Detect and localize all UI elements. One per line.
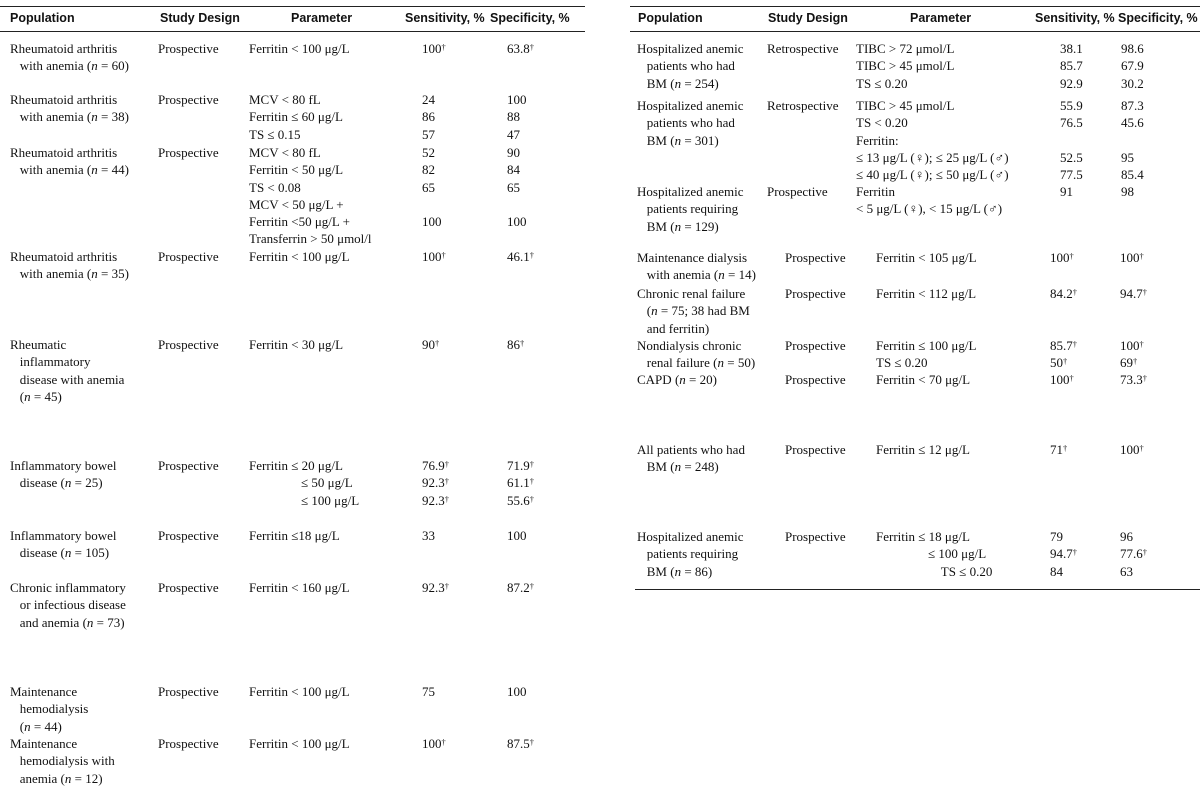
study-design-cell: Prospective (767, 184, 828, 199)
header-sensitivity: Sensitivity, % (1035, 11, 1115, 25)
parameter-cell: Ferritin < 5 μg/L (♀), < 15 μg/L (♂) (856, 184, 1003, 217)
specificity-cell: 100† (1120, 250, 1144, 265)
population-cell: CAPD (n = 20) (637, 372, 717, 387)
parameter-cell: Ferritin < 160 μg/L (249, 580, 350, 595)
sensitivity-cell: 38.1 85.7 92.9 (1060, 41, 1083, 91)
sensitivity-cell: 90† (422, 337, 440, 352)
population-cell: Maintenance dialysis with anemia (n = 14) (637, 250, 756, 283)
study-design-cell: Prospective (785, 250, 846, 265)
parameter-cell: Ferritin < 100 μg/L (249, 736, 350, 751)
population-cell: Hospitalized anemic patients who had BM (n = 301) (637, 98, 744, 148)
population-cell: Inflammatory bowel disease (n = 25) (10, 458, 117, 491)
specificity-cell: 98 (1121, 184, 1134, 199)
sensitivity-cell: 84.2† (1050, 286, 1077, 301)
population-cell: Rheumatoid arthritis with anemia (n = 38) (10, 92, 129, 125)
specificity-cell: 100 (507, 528, 527, 543)
sensitivity-cell: 52 82 65 100 (422, 145, 442, 230)
sensitivity-cell: 92.3† (422, 580, 449, 595)
study-design-cell: Prospective (785, 372, 846, 387)
header-parameter: Parameter (910, 11, 972, 25)
header-sensitivity: Sensitivity, % (405, 11, 485, 25)
study-design-cell: Prospective (158, 249, 219, 264)
parameter-cell: MCV < 80 fL Ferritin ≤ 60 μg/L TS ≤ 0.15 (249, 92, 343, 142)
population-cell: Maintenance hemodialysis with anemia (n = 12) (10, 736, 115, 786)
parameter-cell: Ferritin ≤18 μg/L (249, 528, 340, 543)
specificity-cell: 86† (507, 337, 525, 352)
population-cell: Inflammatory bowel disease (n = 105) (10, 528, 117, 561)
parameter-cell: Ferritin < 105 μg/L (876, 250, 977, 265)
header-population: Population (638, 11, 703, 25)
header-population: Population (10, 11, 75, 25)
specificity-cell: 98.6 67.9 30.2 (1121, 41, 1144, 91)
header-parameter: Parameter (291, 11, 353, 25)
population-cell: Nondialysis chronic renal failure (n = 50) (637, 338, 756, 371)
parameter-cell: Ferritin < 30 μg/L (249, 337, 344, 352)
specificity-cell: 100† (1120, 442, 1144, 457)
parameter-cell: Ferritin < 100 μg/L (249, 41, 350, 56)
study-design-cell: Prospective (158, 736, 219, 751)
sensitivity-cell: 33 (422, 528, 435, 543)
sensitivity-cell: 91 (1060, 184, 1073, 199)
population-cell: Chronic inflammatory or infectious disease and anemia (n = 73) (10, 580, 126, 630)
study-design-cell: Prospective (158, 41, 219, 56)
sensitivity-cell: 85.7† 50† (1050, 338, 1077, 371)
left-table (0, 0, 585, 801)
parameter-cell: Ferritin < 70 μg/L (876, 372, 971, 387)
study-design-cell: Prospective (158, 337, 219, 352)
specificity-cell: 90 84 65 100 (507, 145, 527, 230)
specificity-cell: 46.1† (507, 249, 534, 264)
specificity-cell: 100 88 47 (507, 92, 527, 142)
parameter-cell: Ferritin ≤ 100 μg/L TS ≤ 0.20 (876, 338, 977, 371)
population-cell: All patients who had BM (n = 248) (637, 442, 745, 475)
study-design-cell: Retrospective (767, 98, 839, 113)
population-cell: Hospitalized anemic patients requiring BM (n = 129) (637, 184, 744, 234)
sensitivity-cell: 100† (422, 736, 446, 751)
sensitivity-cell: 75 (422, 684, 435, 699)
parameter-cell: Ferritin < 112 μg/L (876, 286, 977, 301)
sensitivity-cell: 100† (1050, 250, 1074, 265)
population-cell: Hospitalized anemic patients who had BM (n = 254) (637, 41, 744, 91)
table-bottom-rule (635, 589, 1200, 590)
specificity-cell: 94.7† (1120, 286, 1147, 301)
specificity-cell: 96 77.6† 63 (1120, 529, 1147, 579)
study-design-cell: Prospective (785, 529, 846, 544)
right-table-header (630, 6, 1200, 32)
left-table-header (0, 6, 585, 32)
specificity-cell: 71.9† 61.1† 55.6† (507, 458, 534, 508)
study-design-cell: Prospective (785, 442, 846, 457)
parameter-cell: Ferritin ≤ 20 μg/L ≤ 50 μg/L ≤ 100 μg/L (249, 458, 360, 508)
parameter-cell: Ferritin ≤ 18 μg/L ≤ 100 μg/L TS ≤ 0.20 (876, 529, 993, 579)
study-design-cell: Prospective (158, 145, 219, 160)
specificity-cell: 87.5† (507, 736, 534, 751)
sensitivity-cell: 76.9† 92.3† 92.3† (422, 458, 449, 508)
study-design-cell: Retrospective (767, 41, 839, 56)
header-study-design: Study Design (160, 11, 240, 25)
specificity-cell: 87.3 45.6 95 85.4 (1121, 98, 1144, 183)
population-cell: Rheumatic inflammatory disease with anemia (n = 45) (10, 337, 125, 404)
sensitivity-cell: 100† (422, 41, 446, 56)
study-design-cell: Prospective (785, 338, 846, 353)
sensitivity-cell: 71† (1050, 442, 1068, 457)
study-design-cell: Prospective (158, 684, 219, 699)
sensitivity-cell: 100† (422, 249, 446, 264)
population-cell: Maintenance hemodialysis (n = 44) (10, 684, 89, 734)
population-cell: Hospitalized anemic patients requiring BM (n = 86) (637, 529, 744, 579)
header-study-design: Study Design (768, 11, 848, 25)
specificity-cell: 63.8† (507, 41, 534, 56)
population-cell: Chronic renal failure (n = 75; 38 had BM and ferritin) (637, 286, 750, 336)
right-table (630, 0, 1200, 801)
header-specificity: Specificity, % (490, 11, 570, 25)
parameter-cell: TIBC > 72 μmol/L TIBC > 45 μmol/L TS ≤ 0.20 (856, 41, 955, 91)
study-design-cell: Prospective (785, 286, 846, 301)
specificity-cell: 100 (507, 684, 527, 699)
population-cell: Rheumatoid arthritis with anemia (n = 60) (10, 41, 129, 74)
specificity-cell: 73.3† (1120, 372, 1147, 387)
parameter-cell: Ferritin < 100 μg/L (249, 684, 350, 699)
sensitivity-cell: 100† (1050, 372, 1074, 387)
sensitivity-cell: 55.9 76.5 52.5 77.5 (1060, 98, 1083, 183)
study-design-cell: Prospective (158, 92, 219, 107)
population-cell: Rheumatoid arthritis with anemia (n = 44) (10, 145, 129, 178)
population-cell: Rheumatoid arthritis with anemia (n = 35) (10, 249, 129, 282)
specificity-cell: 100† 69† (1120, 338, 1144, 371)
specificity-cell: 87.2† (507, 580, 534, 595)
study-design-cell: Prospective (158, 528, 219, 543)
parameter-cell: MCV < 80 fL Ferritin < 50 μg/L TS < 0.08 MCV < 50 μg/L + Ferritin <50 μg/L + Transferrin > 50 μmol/l (249, 145, 372, 247)
header-specificity: Specificity, % (1118, 11, 1198, 25)
parameter-cell: TIBC > 45 μmol/L TS < 0.20 Ferritin: ≤ 13 μg/L (♀); ≤ 25 μg/L (♂) ≤ 40 μg/L (♀); ≤ 50 μg/L (♂) (856, 98, 1009, 183)
study-design-cell: Prospective (158, 580, 219, 595)
sensitivity-cell: 24 86 57 (422, 92, 435, 142)
parameter-cell: Ferritin < 100 μg/L (249, 249, 350, 264)
sensitivity-cell: 79 94.7† 84 (1050, 529, 1077, 579)
study-design-cell: Prospective (158, 458, 219, 473)
parameter-cell: Ferritin ≤ 12 μg/L (876, 442, 970, 457)
